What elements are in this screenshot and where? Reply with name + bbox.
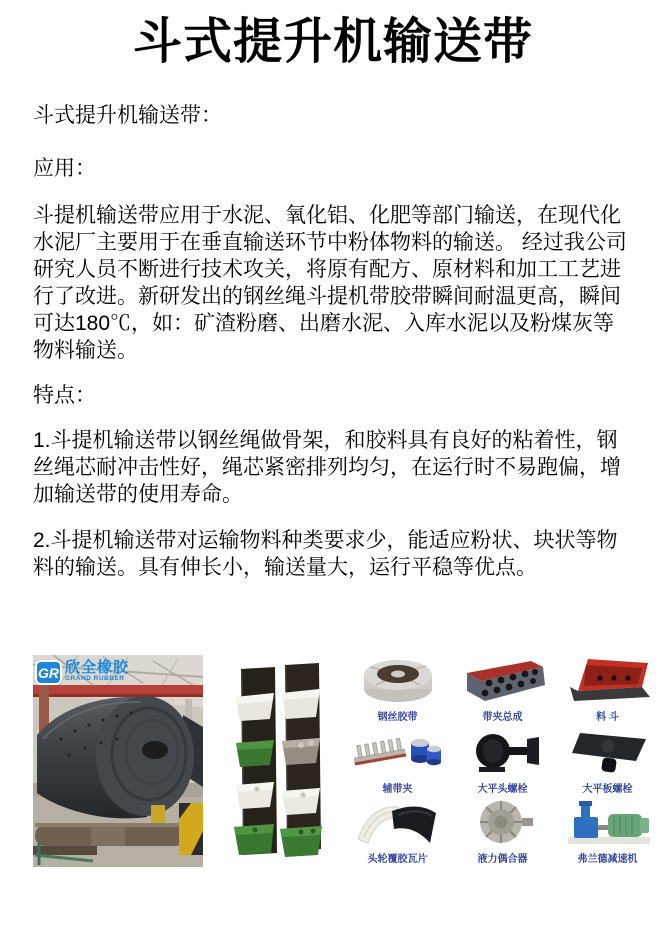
intro-line: 斗式提升机输送带： bbox=[33, 103, 222, 127]
logo-name-en: GRAND RUBBER bbox=[65, 675, 125, 682]
parts-grid bbox=[345, 655, 660, 870]
part-card bbox=[450, 727, 555, 797]
part-card bbox=[450, 655, 555, 727]
part-label: 弗兰德减速机 bbox=[577, 854, 638, 865]
part-card bbox=[555, 797, 660, 870]
part-label: 大平板螺栓 bbox=[582, 784, 633, 795]
grand-rubber-logo bbox=[35, 660, 129, 685]
part-card bbox=[345, 655, 450, 727]
article-body bbox=[0, 102, 666, 581]
part-card bbox=[345, 727, 450, 797]
hopper-image bbox=[560, 655, 656, 707]
application-label: 应用： bbox=[33, 156, 96, 180]
gr-monogram-icon: GR bbox=[35, 660, 62, 685]
flat-head-bolt-image bbox=[455, 727, 551, 779]
elevator-buckets-photo bbox=[227, 663, 331, 863]
head-pulley-tile-image bbox=[350, 797, 446, 849]
feature-item-2: 2.斗提机输送带对运输物料种类要求少，能适应粉状、块状等物料的输送。具有伸长小，输送量大，运行平稳等优点。 bbox=[33, 528, 618, 579]
part-label: 辅带夹 bbox=[382, 784, 413, 795]
aux-belt-clamp-image bbox=[350, 727, 446, 779]
part-label: 大平头螺栓 bbox=[477, 784, 528, 795]
part-card bbox=[555, 655, 660, 727]
belt-clamp-assembly-image bbox=[455, 655, 551, 707]
part-label: 钢丝胶带 bbox=[377, 712, 418, 723]
factory-scene-image bbox=[33, 655, 203, 867]
part-label: 液力偶合器 bbox=[477, 854, 528, 865]
application-paragraph: 斗提机输送带应用于水泥、氧化铝、化肥等部门输送，在现代化水泥厂主要用于在垂直输送环节中粉体物料的输送。 经过我公司研究人员不断进行技术攻关，将原有配方、原材料和加工工艺进行了改进。新研发出的钢丝绳斗提机带胶带瞬间耐温更高，瞬间可达180℃，如：矿渣粉磨、出磨水泥、入库水泥以及粉煤灰等物料输送。 bbox=[33, 203, 627, 362]
feature-item-1: 1.斗提机输送带以钢丝绳做骨架，和胶料具有良好的粘着性，钢丝绳芯耐冲击性好，绳芯紧密排列均匀，在运行时不易跑偏，增加输送带的使用寿命。 bbox=[33, 428, 621, 506]
part-label: 带夹总成 bbox=[482, 712, 523, 723]
logo-name-cn: 欣全橡胶 bbox=[65, 659, 130, 676]
part-label: 料 斗 bbox=[596, 712, 619, 723]
buckets-scene-image bbox=[227, 663, 331, 863]
features-label: 特点： bbox=[33, 383, 96, 407]
part-card bbox=[555, 727, 660, 797]
factory-belt-roll-photo bbox=[33, 655, 203, 867]
page-title: 斗式提升机输送带 bbox=[132, 15, 533, 69]
part-card bbox=[450, 797, 555, 870]
fluid-coupling-image bbox=[455, 797, 551, 849]
steel-wire-belt-image bbox=[350, 655, 446, 707]
part-label: 头轮覆胶瓦片 bbox=[367, 854, 428, 865]
flat-plate-bolt-image bbox=[560, 727, 656, 779]
part-card bbox=[345, 797, 450, 870]
flender-reducer-image bbox=[560, 797, 656, 849]
product-gallery bbox=[33, 655, 638, 870]
